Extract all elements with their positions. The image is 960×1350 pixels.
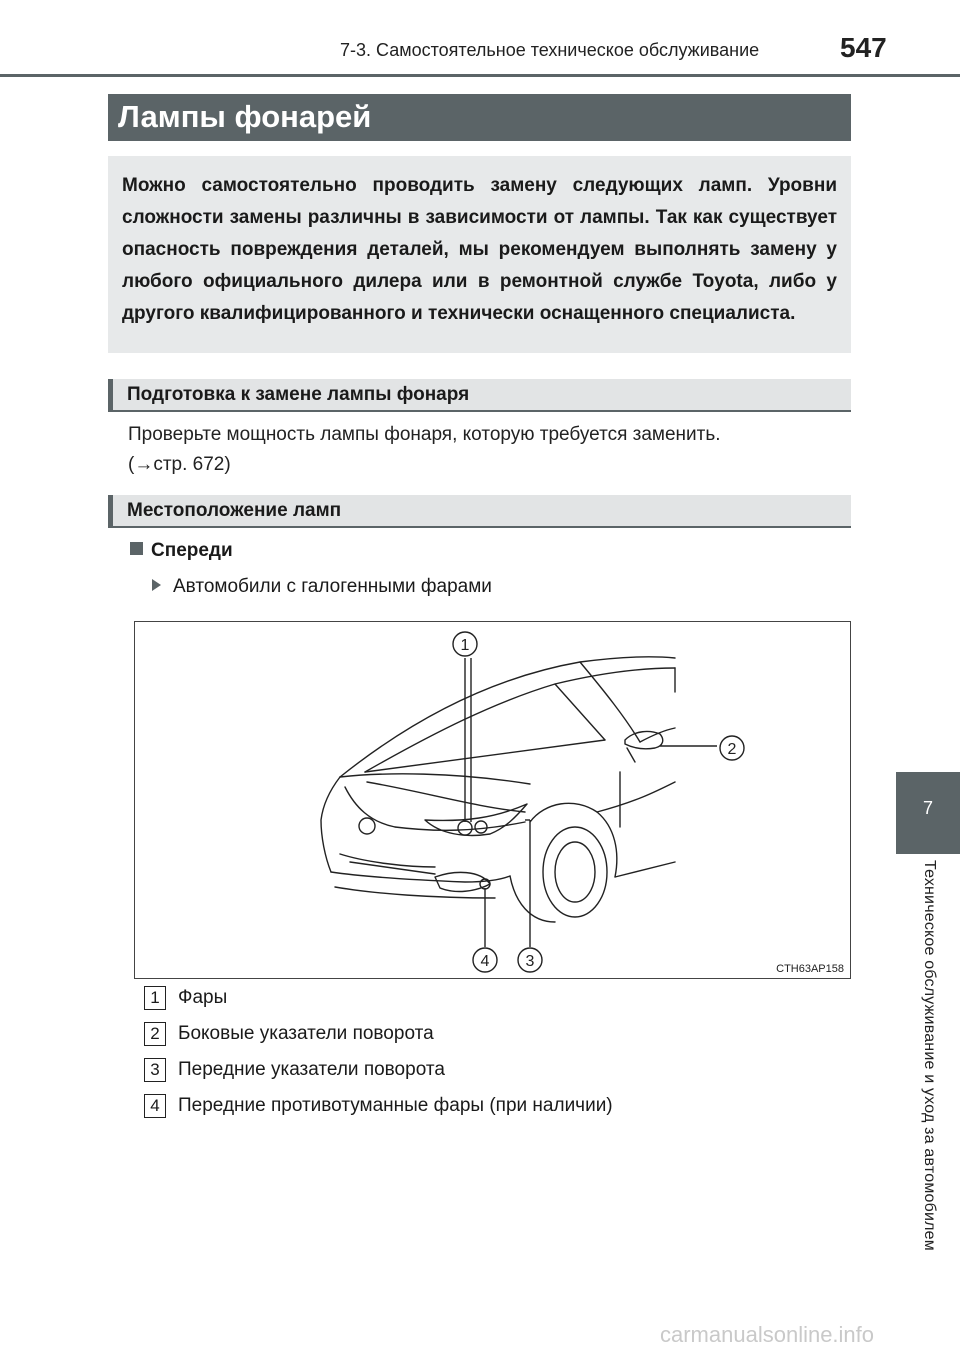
callout-1: 1 (460, 637, 470, 654)
callout-4: 4 (480, 953, 490, 970)
legend-number: 1 (144, 986, 166, 1010)
legend-label: Передние противотуманные фары (при наличии) (178, 1095, 613, 1116)
figure-code: CTH63AP158 (776, 963, 844, 975)
callout-3: 3 (525, 953, 535, 970)
square-bullet-icon (130, 542, 143, 555)
watermark: carmanualsonline.info (660, 1322, 875, 1347)
legend-item (144, 1022, 434, 1048)
chapter-tab[interactable]: 7 (896, 772, 960, 854)
legend-label: Передние указатели поворота (178, 1059, 445, 1080)
page-title: Лампы фонарей (108, 94, 851, 141)
legend-item (144, 1058, 445, 1084)
sub-bullet-halogen-label: Автомобили с галогенными фарами (173, 576, 492, 597)
legend-item (144, 1094, 613, 1120)
legend-number: 3 (144, 1058, 166, 1082)
legend-label: Боковые указатели поворота (178, 1023, 434, 1044)
legend-number: 2 (144, 1022, 166, 1046)
legend-label: Фары (178, 987, 228, 1008)
bullet-front (130, 540, 233, 562)
sub-bullet-halogen (152, 576, 492, 598)
car-illustration (135, 622, 852, 980)
chapter-side-label: Техническое обслуживание и уход за автомобилем (921, 860, 938, 1251)
section-heading-preparation: Подготовка к замене лампы фонаря (108, 379, 851, 412)
legend-number: 4 (144, 1094, 166, 1118)
page-number: 547 (840, 32, 887, 63)
callout-2: 2 (727, 741, 737, 758)
bullet-front-label: Спереди (151, 540, 233, 561)
header-rule (0, 74, 960, 77)
triangle-bullet-icon (152, 579, 161, 591)
preparation-text: Проверьте мощность лампы фонаря, которую требуется заменить. (128, 424, 721, 445)
intro-box: Можно самостоятельно проводить замену следующих ламп. Уровни сложности замены различны в зависимости от лампы. Так как существует опасность повреждения деталей, мы рекомендуем выполнять замену у любого официального дилера или в ремонтной службе Toyota, либо у другого квалифицированного и технически оснащенного специалиста. (108, 156, 851, 353)
legend-item (144, 986, 227, 1012)
car-lamp-figure (134, 621, 851, 979)
section-heading-location: Местоположение ламп (108, 495, 851, 528)
page-reference-link[interactable]: (→стр. 672) (128, 454, 231, 475)
header-section-title: 7-3. Самостоятельное техническое обслуживание (340, 40, 760, 60)
